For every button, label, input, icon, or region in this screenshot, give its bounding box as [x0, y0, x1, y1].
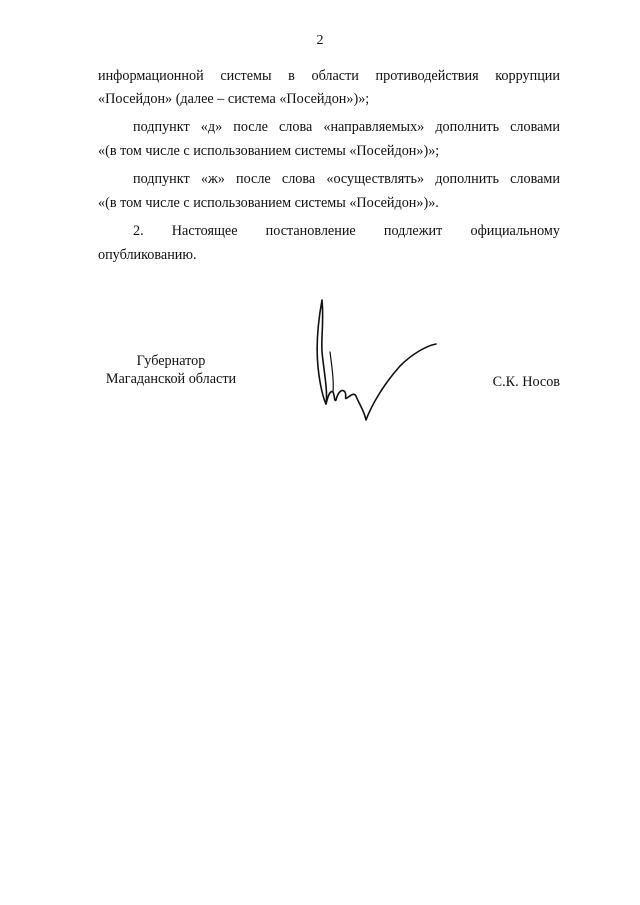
body-line-8: опубликованию.: [98, 247, 197, 263]
handwritten-signature-icon: [308, 292, 448, 432]
signer-title-line-1: Губернатор: [136, 353, 206, 369]
signer-name: С.К. Носов: [492, 374, 560, 390]
body-line-4: «(в том числе с использованием системы «Посейдон»)»;: [98, 143, 440, 159]
page-number: 2: [316, 33, 324, 48]
body-line-1: информационной системы в области противодействия коррупции: [98, 68, 560, 84]
body-line-6: «(в том числе с использованием системы «Посейдон»)».: [98, 195, 439, 211]
body-line-5: подпункт «ж» после слова «осуществлять» дополнить словами: [133, 171, 560, 187]
body-line-3: подпункт «д» после слова «направляемых» дополнить словами: [133, 119, 560, 135]
body-line-2: «Посейдон» (далее – система «Посейдон»)»;: [98, 91, 370, 107]
body-line-7: 2. Настоящее постановление подлежит официальному: [133, 223, 560, 239]
signer-title-line-2: Магаданской области: [105, 371, 237, 387]
